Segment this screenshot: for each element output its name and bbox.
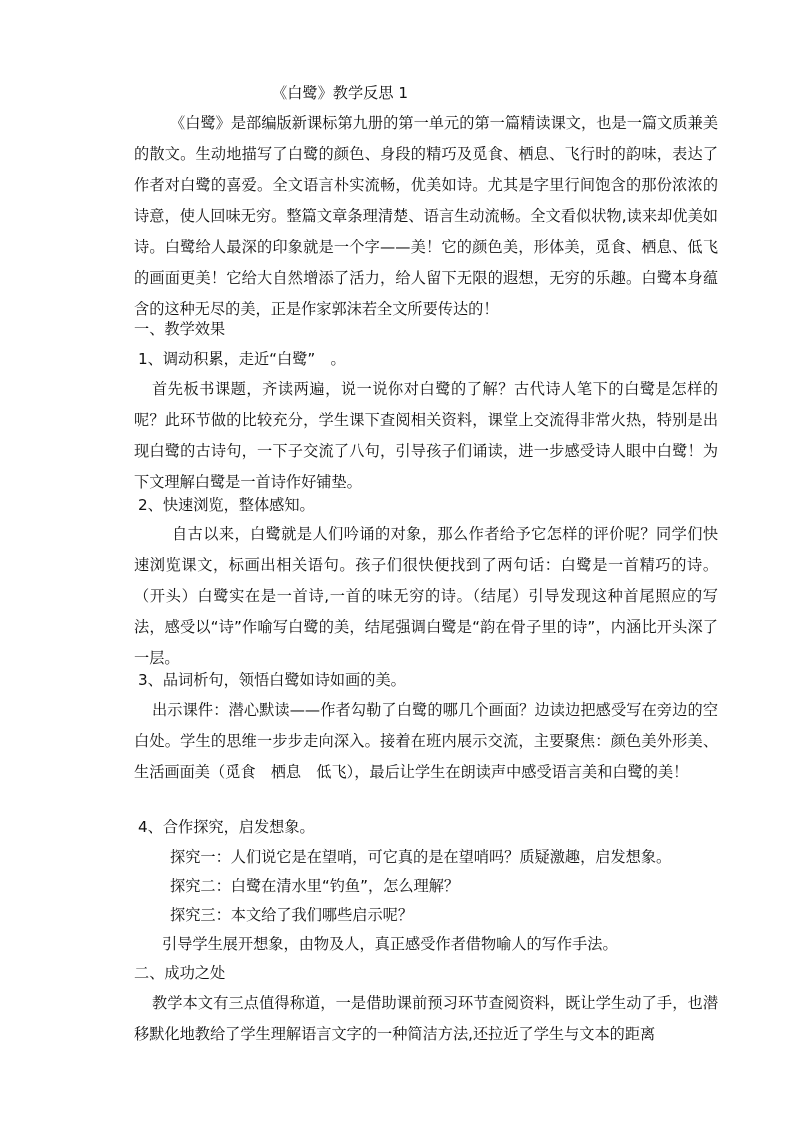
item-1-paragraph: 首先板书课题，齐读两遍，说一说你对白鹭的了解？古代诗人笔下的白鹭是怎样的呢？此环节做的比较充分，学生课下查阅相关资料，课堂上交流得非常火热，特别是出现白鹭的古诗句，一下子交流了八句，引导孩子们诵读，进一步感受诗人眼中白鹭！为下文理解白鹭是一首诗作好铺垫。	[134, 380, 718, 491]
explore-two: 探究二：白鹭在清水里“钓鱼”，怎么理解？	[170, 877, 460, 895]
explore-one: 探究一：人们说它是在望哨，可它真的是在望哨吗？质疑激趣，启发想象。	[170, 848, 672, 866]
section-heading-success: 二、成功之处	[134, 964, 226, 982]
item-2-heading: 2、快速浏览，整体感知。	[138, 496, 315, 514]
explore-three: 探究三：本文给了我们哪些启示呢？	[170, 906, 413, 924]
item-3-heading: 3、品词析句，领悟白鹭如诗如画的美。	[138, 671, 406, 689]
document-title: 《白鹭》教学反思 1	[272, 84, 408, 102]
item-4-heading: 4、合作探究，启发想象。	[138, 818, 315, 836]
success-paragraph: 教学本文有三点值得称道，一是借助课前预习环节查阅资料，既让学生动了手，也潜移默化地教给了学生理解语言文字的一种简洁方法,还拉近了学生与文本的距离	[134, 994, 718, 1043]
section-heading-teaching-effect: 一、教学效果	[134, 320, 226, 338]
item-3-paragraph: 出示课件：潜心默读——作者勾勒了白鹭的哪几个画面？边读边把感受写在旁边的空白处。学生的思维一步步走向深入。接着在班内展示交流，主要聚焦：颜色美外形美、生活画面美（觅食 栖息 低飞），最后让学生在朗读声中感受语言美和白鹭的美！	[134, 701, 718, 781]
intro-paragraph: 《白鹭》是部编版新课标第九册的第一单元的第一篇精读课文，也是一篇文质兼美的散文。生动地描写了白鹭的颜色、身段的精巧及觅食、栖息、飞行时的韵味，表达了作者对白鹭的喜爱。全文语言朴实流畅，优美如诗。尤其是字里行间饱含的那份浓浓的诗意，使人回味无穷。整篇文章条理清楚、语言生动流畅。全文看似状物,读来却优美如诗。白鹭给人最深的印象就是一个字——美！它的颜色美，形体美，觅食、栖息、低飞的画面更美！它给大自然增添了活力，给人留下无限的遐想，无穷的乐趣。白鹭本身蕴含的这种无尽的美，正是作家郭沫若全文所要传达的！	[134, 114, 718, 318]
item-2-paragraph: 自古以来，白鹭就是人们吟诵的对象，那么作者给予它怎样的评价呢？同学们快速浏览课文，标画出相关语句。孩子们很快便找到了两句话：白鹭是一首精巧的诗。（开头）白鹭实在是一首诗,一首的味无穷的诗。（结尾）引导发现这种首尾照应的写法，感受以“诗”作喻写白鹭的美，结尾强调白鹭是“韵在骨子里的诗”，内涵比开头深了一层。	[134, 525, 718, 667]
item-1-heading: 1、调动积累，走近“白鹭” 。	[138, 350, 346, 368]
guide-sentence: 引导学生展开想象，由物及人，真正感受作者借物喻人的写作手法。	[162, 935, 618, 953]
